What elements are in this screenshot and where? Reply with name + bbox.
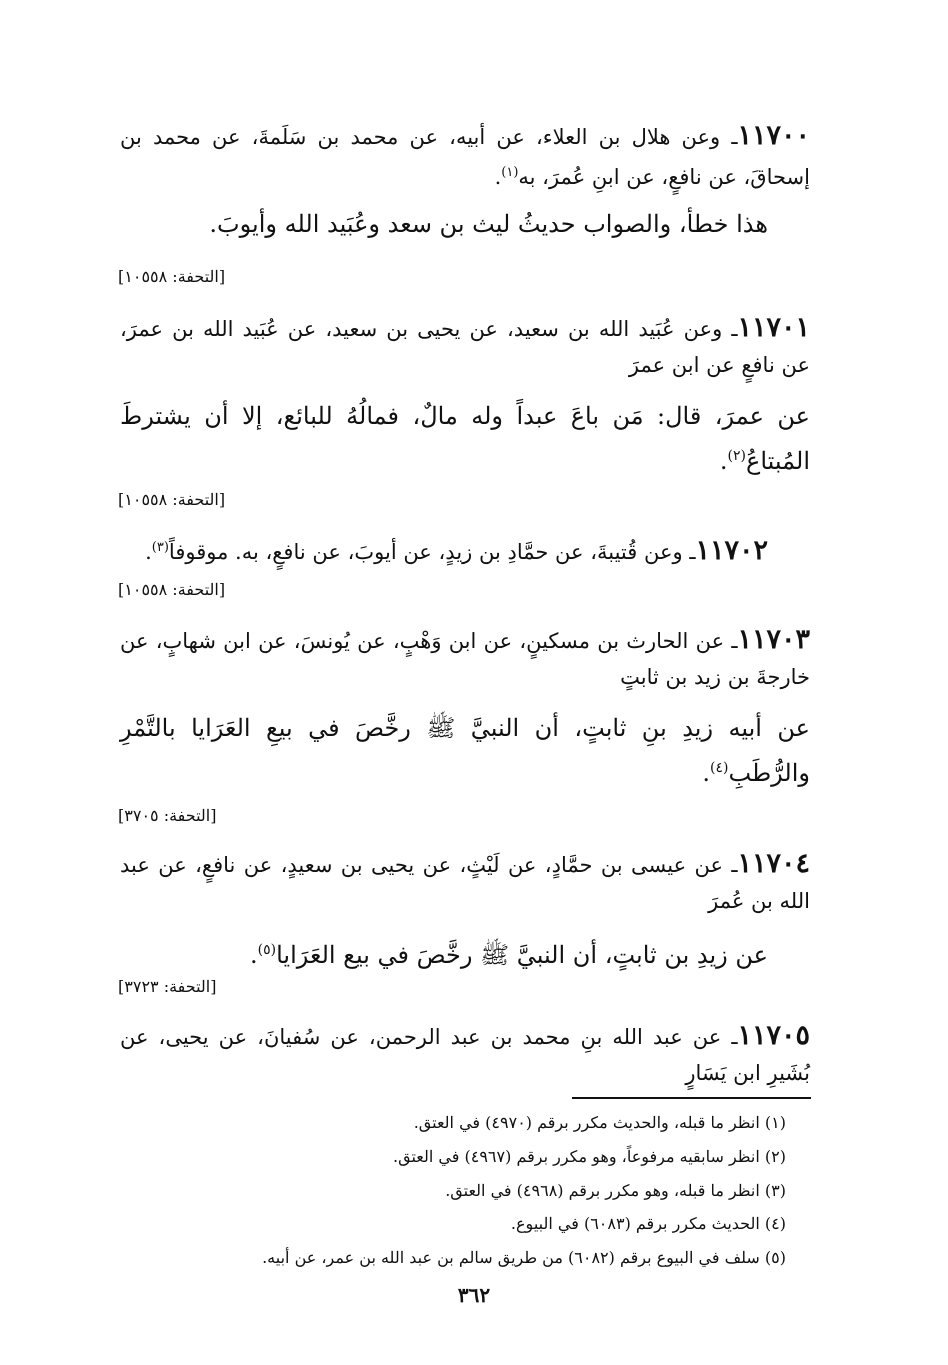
- matn-end: .: [719, 447, 728, 475]
- isnad-end: .: [145, 540, 152, 564]
- footnote: (١) انظر ما قبله، والحديث مكرر برقم (٤٩٧٠) في العتق.: [413, 1113, 786, 1132]
- footnote-marker: (٥): [257, 942, 277, 958]
- footnote-marker: (٣): [151, 540, 169, 555]
- hadith-matn: [120, 708, 810, 793]
- matn-end: .: [702, 759, 711, 787]
- matn-text: عن أبيه زيدِ بنِ ثابتٍ، أن النبيَّ ﷺ رخَّصَ في بيعِ العَرَايا بالتَّمْرِ والرُّطَبِ: [120, 714, 810, 787]
- hadith-number: ١١٧٠٤: [737, 848, 810, 879]
- footnote: (٥) سلف في البيوع برقم (٦٠٨٢) من طريق سالم بن عبد الله بن عمر، عن أبيه.: [262, 1248, 786, 1267]
- footnote: (٣) انظر ما قبله، وهو مكرر برقم (٤٩٦٨) في العتق.: [445, 1181, 786, 1200]
- matn-text: عن عمرَ، قال: مَن باعَ عبداً وله مالٌ، فمالُهُ للبائع، إلا أن يشترطَ المُبتاعُ: [120, 402, 810, 475]
- hadith-number: ١١٧٠٣: [737, 624, 810, 655]
- hadith-isnad: [118, 530, 768, 570]
- hadith-number: ١١٧٠٠: [737, 120, 810, 151]
- hadith-isnad: [120, 1018, 810, 1091]
- isnad-text: ـ عن عيسى بن حمَّادٍ، عن لَيْثٍ، عن يحيى بن سعيدٍ، عن نافعٍ، عن عبد الله بن عُمرَ: [120, 853, 810, 913]
- hadith-isnad: [120, 846, 810, 919]
- footnote-marker: (١): [501, 165, 519, 180]
- isnad-text: ـ وعن هلال بن العلاء، عن أبيه، عن محمد بن سَلَمةَ، عن محمد بن إسحاقَ، عن نافعٍ، عن ابنِ عُمرَ، به: [120, 125, 810, 189]
- tuhfa-reference: [التحفة: ٣٧٠٥]: [118, 806, 217, 825]
- tuhfa-reference: [التحفة: ١٠٥٥٨]: [118, 580, 226, 599]
- hadith-isnad: [120, 310, 810, 383]
- isnad-text: ـ عن عبد الله بنِ محمد بن عبد الرحمن، عن سُفيانَ، عن يحيى، عن بُشَيرِ ابن يَسَارٍ: [120, 1025, 810, 1085]
- hadith-number: ١١٧٠٢: [695, 535, 768, 566]
- page-number: ٣٦٢: [457, 1283, 491, 1307]
- isnad-text: ـ وعن قُتيبةَ، عن حمَّادِ بن زيدٍ، عن أيوبَ، عن نافعٍ، به. موقوفاً: [168, 540, 696, 564]
- footnote-separator: [572, 1097, 811, 1099]
- tuhfa-reference: [التحفة: ١٠٥٥٨]: [118, 267, 226, 286]
- hadith-number: ١١٧٠١: [737, 312, 810, 343]
- isnad-text: ـ عن الحارث بن مسكينٍ، عن ابن وَهْبٍ، عن يُونسَ، عن ابن شهابٍ، عن خارجةَ بن زيد بن ثابتٍ: [120, 629, 810, 689]
- matn-end: .: [249, 941, 258, 969]
- tuhfa-reference: [التحفة: ١٠٥٥٨]: [118, 490, 226, 509]
- matn-text: عن زيدِ بن ثابتٍ، أن النبيَّ ﷺ رخَّصَ في بيع العَرَايا: [276, 941, 768, 969]
- tuhfa-reference: [التحفة: ٣٧٢٣]: [118, 977, 217, 996]
- isnad-text: ـ وعن عُبَيد الله بن سعيد، عن يحيى بن سعيد، عن عُبَيد الله بن عمرَ، عن نافعٍ عن ابن عمرَ: [120, 317, 810, 377]
- hadith-isnad: [120, 118, 810, 195]
- hadith-matn: هذا خطأ، والصواب حديثُ ليث بن سعد وعُبَيد الله وأيوبَ.: [209, 210, 768, 238]
- hadith-matn: [120, 396, 810, 481]
- hadith-matn: [118, 930, 768, 975]
- hadith-isnad: [120, 622, 810, 695]
- footnote-marker: (٢): [727, 448, 747, 464]
- hadith-number: ١١٧٠٥: [737, 1020, 810, 1051]
- footnote-marker: (٤): [710, 760, 729, 776]
- footnote: (٢) انظر سابقيه مرفوعاً، وهو مكرر برقم (٤٩٦٧) في العتق.: [393, 1147, 786, 1166]
- isnad-end: .: [494, 165, 502, 189]
- footnote: (٤) الحديث مكرر برقم (٦٠٨٣) في البيوع.: [510, 1214, 786, 1233]
